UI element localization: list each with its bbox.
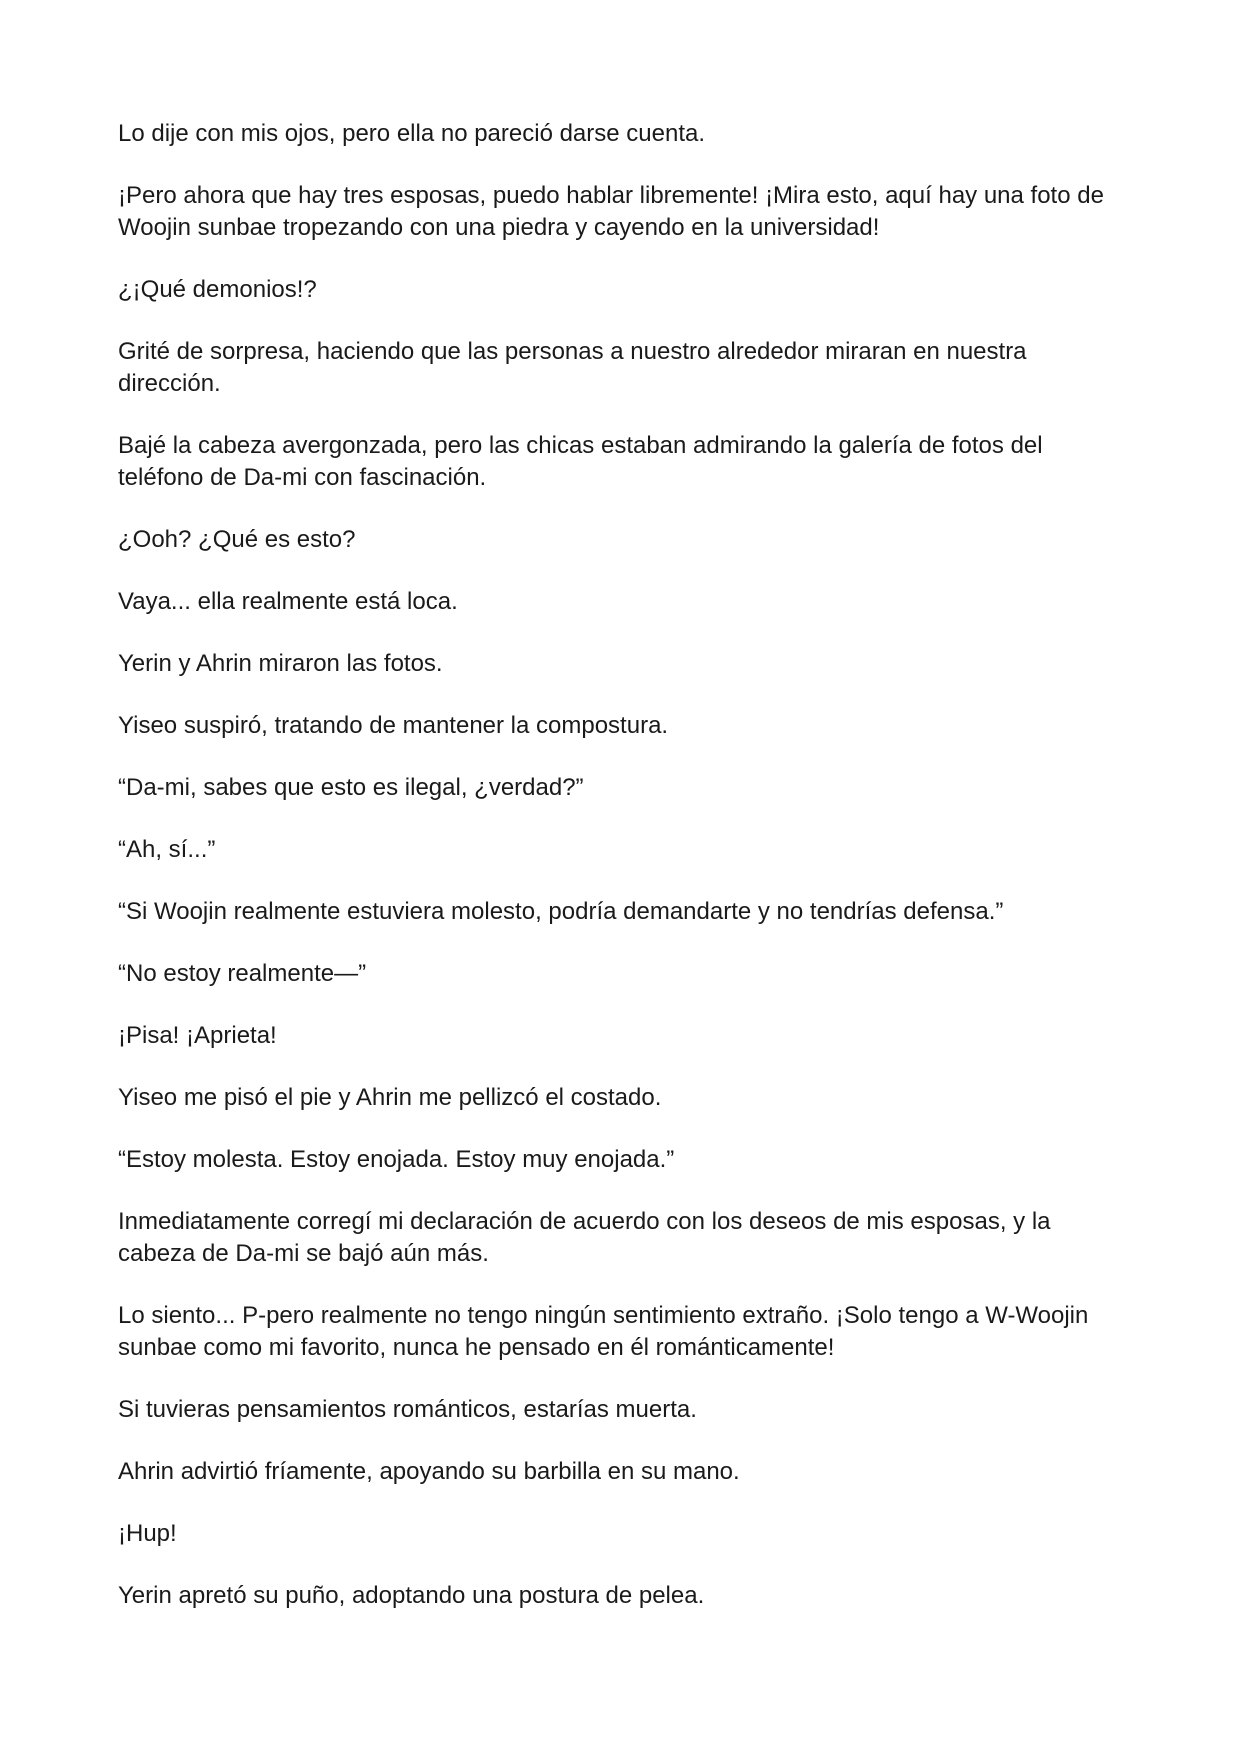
paragraph: Yerin y Ahrin miraron las fotos. — [118, 650, 443, 677]
paragraph: Yerin apretó su puño, adoptando una postura de pelea. — [118, 1582, 705, 1609]
paragraph: Yiseo me pisó el pie y Ahrin me pellizcó el costado. — [118, 1084, 662, 1111]
paragraph: “Si Woojin realmente estuviera molesto, podría demandarte y no tendrías defensa.” — [118, 898, 1004, 925]
paragraph: ¡Pero ahora que hay tres esposas, puedo hablar libremente! ¡Mira esto, aquí hay una foto de Woojin sunbae tropezando con una piedra y cayendo en la universidad! — [118, 182, 1104, 241]
paragraph: Vaya... ella realmente está loca. — [118, 588, 458, 615]
paragraph: ¡Pisa! ¡Aprieta! — [118, 1022, 277, 1049]
paragraph: “Estoy molesta. Estoy enojada. Estoy muy enojada.” — [118, 1146, 675, 1173]
paragraph: Lo siento... P-pero realmente no tengo ningún sentimiento extraño. ¡Solo tengo a W-Woojin sunbae como mi favorito, nunca he pensado en él románticamente! — [118, 1302, 1089, 1361]
paragraph: Grité de sorpresa, haciendo que las personas a nuestro alrededor miraran en nuestra dirección. — [118, 338, 1027, 397]
paragraph: Lo dije con mis ojos, pero ella no pareció darse cuenta. — [118, 120, 706, 147]
paragraph: Inmediatamente corregí mi declaración de acuerdo con los deseos de mis esposas, y la cabeza de Da-mi se bajó aún más. — [118, 1208, 1051, 1267]
paragraph: Si tuvieras pensamientos románticos, estarías muerta. — [118, 1396, 697, 1423]
paragraph: Yiseo suspiró, tratando de mantener la compostura. — [118, 712, 669, 739]
document-body — [118, 118, 1128, 1642]
paragraph: Bajé la cabeza avergonzada, pero las chicas estaban admirando la galería de fotos del teléfono de Da-mi con fascinación. — [118, 432, 1043, 491]
paragraph: “Ah, sí...” — [118, 836, 216, 863]
paragraph: Ahrin advirtió fríamente, apoyando su barbilla en su mano. — [118, 1458, 740, 1485]
paragraph: “No estoy realmente—” — [118, 960, 367, 987]
paragraph: ¿Ooh? ¿Qué es esto? — [118, 526, 356, 553]
paragraph: “Da-mi, sabes que esto es ilegal, ¿verdad?” — [118, 774, 584, 801]
paragraph: ¡Hup! — [118, 1520, 177, 1547]
paragraph: ¿¡Qué demonios!? — [118, 276, 317, 303]
